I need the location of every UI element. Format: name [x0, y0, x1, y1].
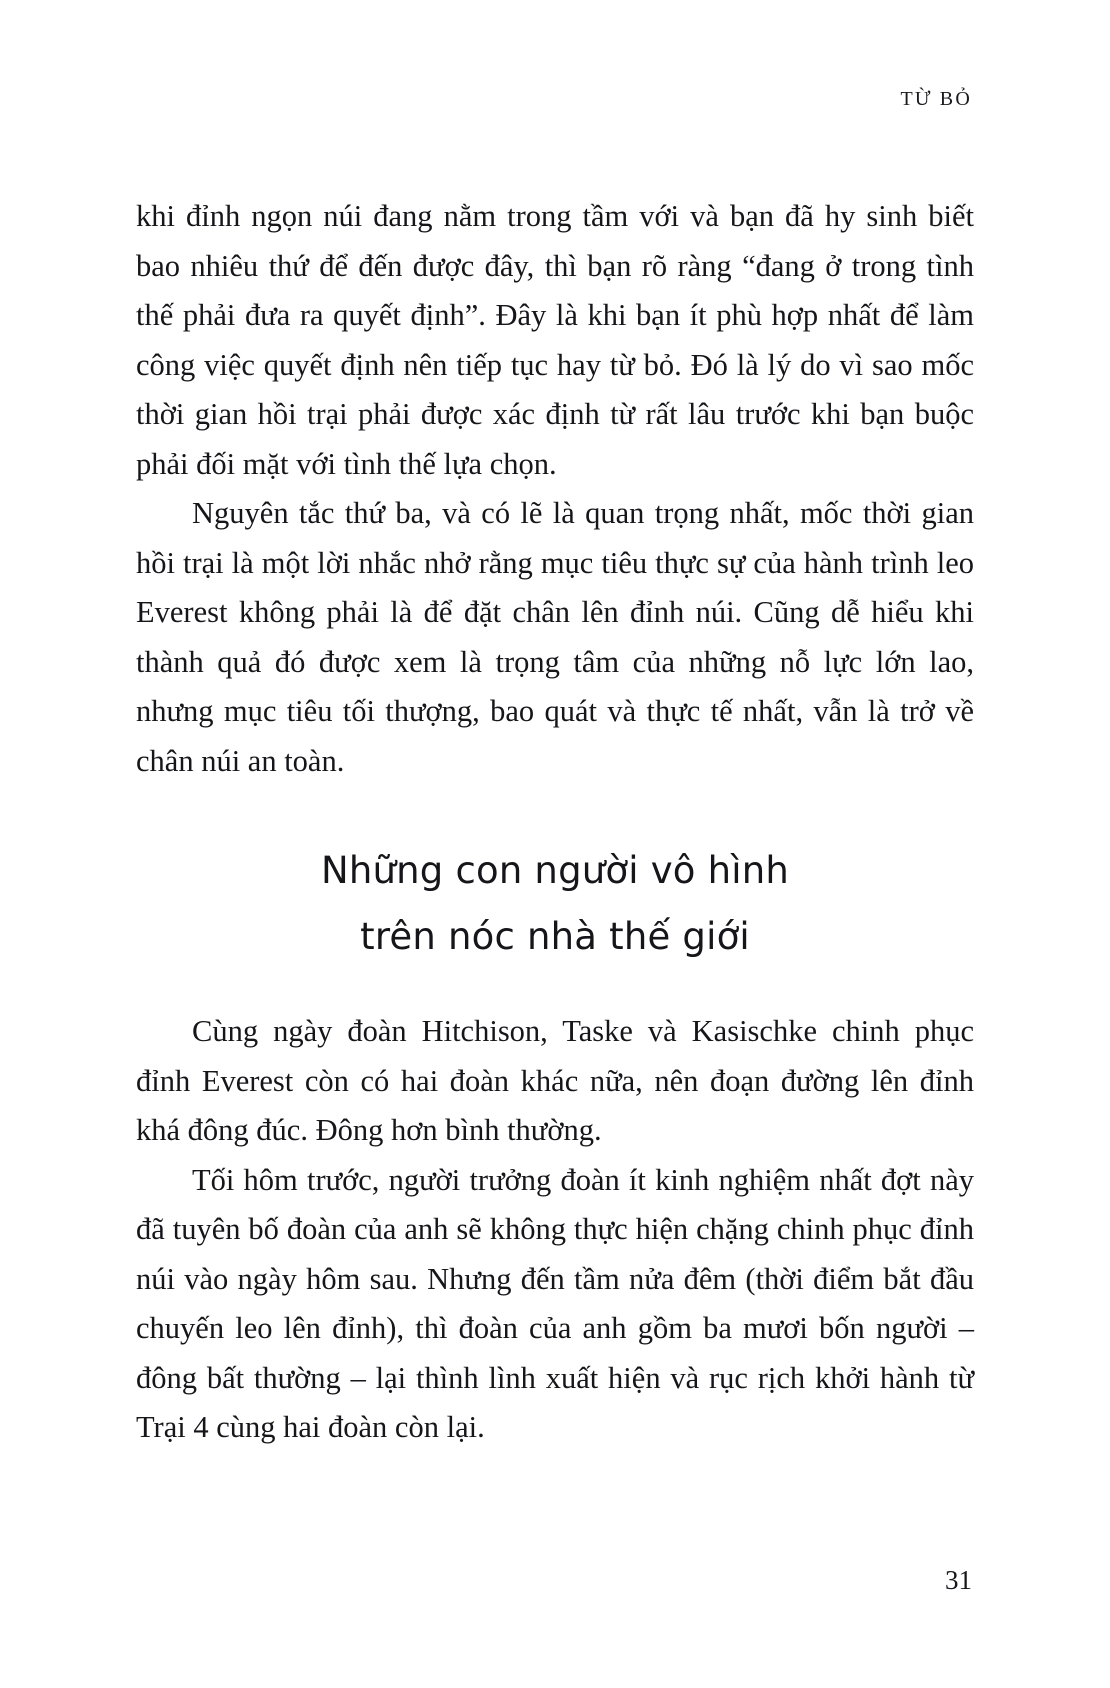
paragraph: khi đỉnh ngọn núi đang nằm trong tầm với và bạn đã hy sinh biết bao nhiêu thứ để đến được đây, thì bạn rõ ràng “đang ở trong tình thế phải đưa ra quyết định”. Đây là khi bạn ít phù hợp nhất để làm công việc quyết định nên tiếp tục hay từ bỏ. Đó là lý do vì sao mốc thời gian hồi trại phải được xác định từ rất lâu trước khi bạn buộc phải đối mặt với tình thế lựa chọn.: [136, 199, 974, 481]
page-number: 31: [945, 1565, 972, 1595]
running-head: TỪ BỎ: [900, 88, 972, 110]
section-heading: [136, 841, 974, 967]
paragraph: Nguyên tắc thứ ba, và có lẽ là quan trọng nhất, mốc thời gian hồi trại là một lời nhắc nhở rằng mục tiêu thực sự của hành trình leo Everest không phải là để đặt chân lên đỉnh núi. Cũng dễ hiểu khi thành quả đó được xem là trọng tâm của những nỗ lực lớn lao, nhưng mục tiêu tối thượng, bao quát và thực tế nhất, vẫn là trở về chân núi an toàn.: [136, 496, 974, 778]
page-body: [136, 192, 974, 1453]
paragraph: Cùng ngày đoàn Hitchison, Taske và Kasischke chinh phục đỉnh Everest còn có hai đoàn khác nữa, nên đoạn đường lên đỉnh khá đông đúc. Đông hơn bình thường.: [136, 1014, 974, 1147]
section-heading-line-1: Những con người vô hình: [320, 849, 790, 892]
paragraph: Tối hôm trước, người trưởng đoàn ít kinh nghiệm nhất đợt này đã tuyên bố đoàn của anh sẽ không thực hiện chặng chinh phục đỉnh núi vào ngày hôm sau. Nhưng đến tầm nửa đêm (thời điểm bắt đầu chuyến leo lên đỉnh), thì đoàn của anh gồm ba mươi bốn người – đông bất thường – lại thình lình xuất hiện và rục rịch khởi hành từ Trại 4 cùng hai đoàn còn lại.: [136, 1162, 974, 1444]
section-heading-line-2: trên nóc nhà thế giới: [360, 915, 750, 958]
